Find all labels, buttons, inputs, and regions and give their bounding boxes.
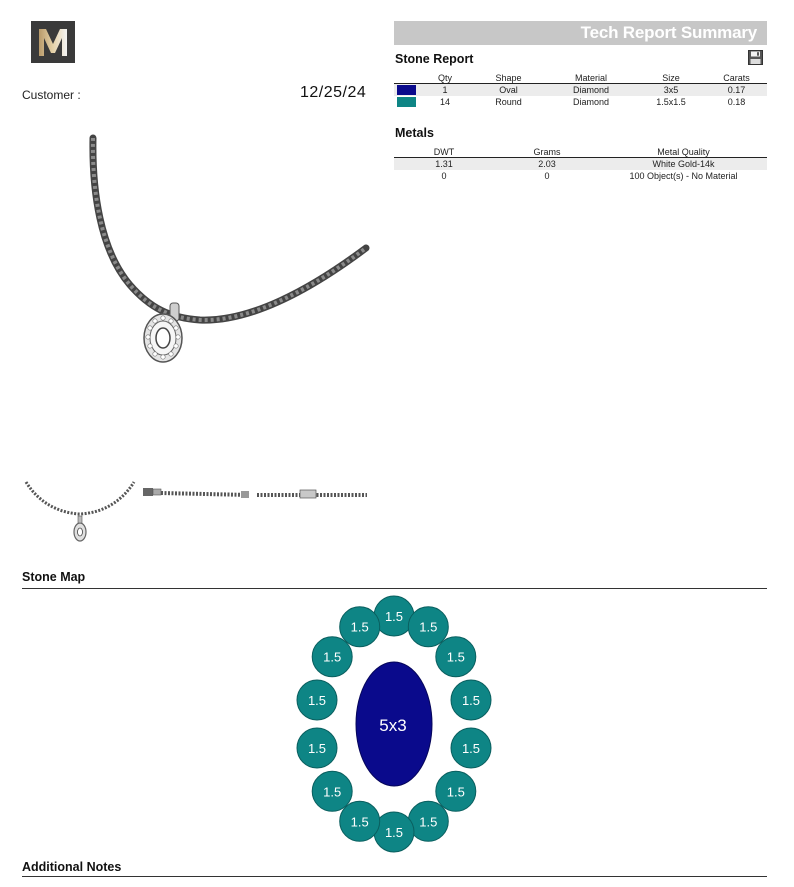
- round-stone-label: 1.5: [419, 619, 438, 635]
- metal-dwt: 0: [441, 171, 447, 181]
- stone-map-divider: [22, 588, 767, 589]
- stone-material: Diamond: [546, 84, 636, 97]
- column-header-metal-quality: Metal Quality: [600, 146, 767, 158]
- additional-notes-title: Additional Notes: [22, 860, 122, 874]
- stone-swatch-cell: [394, 96, 419, 108]
- stone-row: [394, 96, 767, 108]
- logo-m-icon: [35, 26, 71, 58]
- column-header-grams: Grams: [494, 146, 600, 158]
- stone-carats: 0.17: [706, 84, 767, 97]
- main-product-image: [70, 130, 370, 370]
- swatch-column-header: [394, 72, 419, 84]
- stone-size: 1.5x1.5: [656, 97, 686, 107]
- round-stone-label: 1.5: [350, 619, 369, 635]
- stone-report-title: Stone Report: [395, 52, 474, 66]
- stone-qty: 14: [439, 97, 450, 107]
- round-stone-label: 1.5: [419, 814, 438, 830]
- stone-row: [394, 84, 767, 97]
- metal-quality: White Gold-14k: [600, 158, 767, 171]
- metals-header-row: [394, 146, 767, 158]
- stone-color-swatch: [397, 85, 416, 95]
- column-header-carats: Carats: [706, 72, 767, 84]
- thumbnail-back[interactable]: [256, 484, 368, 504]
- stone-report-table: [394, 72, 767, 108]
- metal-grams: 0: [544, 171, 550, 181]
- round-stone-label: 1.5: [446, 784, 465, 800]
- brand-logo: [31, 21, 75, 63]
- column-header-qty: Qty: [419, 72, 471, 84]
- round-stone-label: 1.5: [323, 649, 342, 665]
- metal-row: [394, 158, 767, 171]
- stone-color-swatch: [397, 97, 416, 107]
- metals-table: [394, 146, 767, 182]
- stone-shape: Oval: [471, 84, 546, 97]
- stone-material: Diamond: [572, 97, 610, 107]
- metals-title: Metals: [395, 126, 434, 140]
- stone-qty: 1: [419, 84, 471, 97]
- report-date: 12/25/24: [300, 84, 367, 101]
- round-stone-label: 1.5: [307, 741, 327, 756]
- round-stone-label: 1.5: [384, 609, 404, 624]
- metal-grams: 2.03: [494, 158, 600, 171]
- column-header-dwt: DWT: [394, 146, 494, 158]
- column-header-size: Size: [636, 72, 706, 84]
- report-title-bar: [394, 21, 767, 45]
- save-icon[interactable]: [748, 50, 763, 65]
- column-header-shape: Shape: [471, 72, 546, 84]
- round-stone-label: 1.5: [446, 649, 465, 665]
- stone-swatch-cell: [394, 84, 419, 97]
- center-stone-label: 5x3: [379, 716, 407, 735]
- round-stone-label: 1.5: [461, 693, 481, 708]
- stone-report-header-row: [394, 72, 767, 84]
- stone-map-title: Stone Map: [22, 570, 86, 584]
- round-stone-label: 1.5: [384, 825, 404, 840]
- report-title: Tech Report Summary: [580, 23, 757, 42]
- customer-label: Customer :: [22, 88, 81, 102]
- round-stone-label: 1.5: [307, 693, 327, 708]
- stone-shape: Round: [495, 97, 522, 107]
- round-stone-label: 1.5: [350, 814, 369, 830]
- round-stone-label: 1.5: [323, 784, 342, 800]
- metal-quality: 100 Object(s) - No Material: [629, 171, 738, 181]
- metal-dwt: 1.31: [394, 158, 494, 171]
- thumbnail-side[interactable]: [141, 484, 253, 504]
- stone-map-diagram: [22, 592, 767, 858]
- stone-carats: 0.18: [727, 97, 746, 107]
- thumbnail-front[interactable]: [24, 478, 136, 544]
- column-header-material: Material: [546, 72, 636, 84]
- stone-size: 3x5: [636, 84, 706, 97]
- metal-row: [394, 170, 767, 182]
- round-stone-label: 1.5: [461, 741, 481, 756]
- notes-divider: [22, 876, 767, 877]
